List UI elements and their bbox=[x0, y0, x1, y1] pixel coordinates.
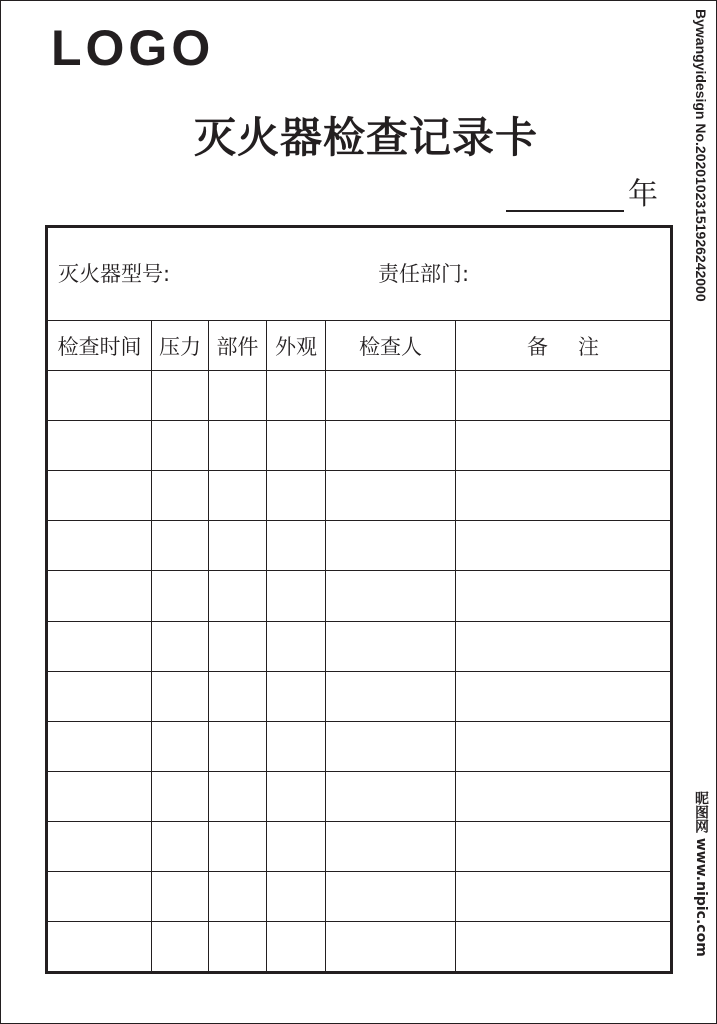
table-cell-inspector[interactable] bbox=[326, 721, 456, 771]
table-cell-inspector[interactable] bbox=[326, 471, 456, 521]
table-cell-appearance[interactable] bbox=[267, 621, 326, 671]
table-cell-pressure[interactable] bbox=[152, 571, 209, 621]
table-cell-remarks[interactable] bbox=[456, 821, 672, 871]
table-cell-components[interactable] bbox=[209, 821, 267, 871]
table-row bbox=[47, 771, 672, 821]
column-header-remarks: 备注 bbox=[456, 321, 672, 371]
table-row bbox=[47, 371, 672, 421]
table-cell-remarks[interactable] bbox=[456, 871, 672, 921]
table-cell-components[interactable] bbox=[209, 721, 267, 771]
info-cell bbox=[47, 227, 672, 321]
table-cell-components[interactable] bbox=[209, 871, 267, 921]
table-cell-remarks[interactable] bbox=[456, 771, 672, 821]
extinguisher-model-label: 灭火器型号: bbox=[58, 262, 171, 287]
table-cell-appearance[interactable] bbox=[267, 871, 326, 921]
table-cell-pressure[interactable] bbox=[152, 471, 209, 521]
table-row bbox=[47, 821, 672, 871]
table-cell-components[interactable] bbox=[209, 371, 267, 421]
table-cell-inspector[interactable] bbox=[326, 521, 456, 571]
table-cell-components[interactable] bbox=[209, 571, 267, 621]
table-cell-pressure[interactable] bbox=[152, 621, 209, 671]
table-row bbox=[47, 421, 672, 471]
table-cell-inspector[interactable] bbox=[326, 771, 456, 821]
table-cell-components[interactable] bbox=[209, 771, 267, 821]
table-cell-appearance[interactable] bbox=[267, 771, 326, 821]
table-cell-remarks[interactable] bbox=[456, 421, 672, 471]
year-blank-line bbox=[506, 210, 624, 212]
table-row bbox=[47, 471, 672, 521]
table-cell-inspector[interactable] bbox=[326, 421, 456, 471]
table-cell-inspector[interactable] bbox=[326, 671, 456, 721]
table-cell-inspector[interactable] bbox=[326, 371, 456, 421]
table-cell-components[interactable] bbox=[209, 521, 267, 571]
table-row bbox=[47, 671, 672, 721]
table-cell-components[interactable] bbox=[209, 471, 267, 521]
table-cell-inspector[interactable] bbox=[326, 621, 456, 671]
table-cell-remarks[interactable] bbox=[456, 621, 672, 671]
table-cell-pressure[interactable] bbox=[152, 771, 209, 821]
table-cell-appearance[interactable] bbox=[267, 921, 326, 972]
side-watermark-id: Bywangyidesign No.20201023151926242000 bbox=[693, 9, 709, 302]
table-cell-appearance[interactable] bbox=[267, 421, 326, 471]
table-cell-pressure[interactable] bbox=[152, 821, 209, 871]
table-cell-pressure[interactable] bbox=[152, 721, 209, 771]
page-title: 灭火器检查记录卡 bbox=[193, 113, 538, 162]
table-cell-inspection-time[interactable] bbox=[47, 421, 152, 471]
table-cell-inspection-time[interactable] bbox=[47, 571, 152, 621]
table-row bbox=[47, 571, 672, 621]
table-row bbox=[47, 521, 672, 571]
info-row bbox=[47, 227, 672, 321]
table-row bbox=[47, 621, 672, 671]
table-cell-remarks[interactable] bbox=[456, 571, 672, 621]
table-cell-remarks[interactable] bbox=[456, 671, 672, 721]
table-cell-components[interactable] bbox=[209, 671, 267, 721]
table-cell-pressure[interactable] bbox=[152, 371, 209, 421]
table-cell-inspection-time[interactable] bbox=[47, 671, 152, 721]
table-cell-inspector[interactable] bbox=[326, 571, 456, 621]
table-cell-inspection-time[interactable] bbox=[47, 771, 152, 821]
year-label: 年 bbox=[628, 177, 658, 212]
table-cell-appearance[interactable] bbox=[267, 671, 326, 721]
logo: LOGO bbox=[51, 20, 215, 76]
table-cell-inspection-time[interactable] bbox=[47, 921, 152, 972]
table-cell-appearance[interactable] bbox=[267, 821, 326, 871]
table-cell-remarks[interactable] bbox=[456, 721, 672, 771]
table-cell-inspection-time[interactable] bbox=[47, 471, 152, 521]
responsible-department-label: 责任部门: bbox=[378, 262, 470, 287]
table-cell-appearance[interactable] bbox=[267, 721, 326, 771]
table-cell-pressure[interactable] bbox=[152, 871, 209, 921]
column-header-pressure: 压力 bbox=[152, 321, 209, 371]
table-cell-inspection-time[interactable] bbox=[47, 871, 152, 921]
column-header-components: 部件 bbox=[209, 321, 267, 371]
column-header-inspection-time: 检查时间 bbox=[47, 321, 152, 371]
table-cell-remarks[interactable] bbox=[456, 521, 672, 571]
table-cell-inspection-time[interactable] bbox=[47, 621, 152, 671]
table-cell-appearance[interactable] bbox=[267, 371, 326, 421]
table-cell-remarks[interactable] bbox=[456, 921, 672, 972]
column-header-appearance: 外观 bbox=[267, 321, 326, 371]
table-cell-inspection-time[interactable] bbox=[47, 371, 152, 421]
table-row bbox=[47, 921, 672, 972]
table-cell-inspector[interactable] bbox=[326, 871, 456, 921]
table-cell-inspector[interactable] bbox=[326, 921, 456, 972]
table-row bbox=[47, 871, 672, 921]
table-cell-appearance[interactable] bbox=[267, 571, 326, 621]
table-cell-inspection-time[interactable] bbox=[47, 521, 152, 571]
table-cell-inspection-time[interactable] bbox=[47, 821, 152, 871]
table-cell-appearance[interactable] bbox=[267, 471, 326, 521]
table-cell-components[interactable] bbox=[209, 421, 267, 471]
side-watermark-site: 昵图网 www.nipic.com bbox=[693, 791, 709, 957]
table-cell-components[interactable] bbox=[209, 621, 267, 671]
table-cell-pressure[interactable] bbox=[152, 521, 209, 571]
table-cell-pressure[interactable] bbox=[152, 421, 209, 471]
table-cell-inspection-time[interactable] bbox=[47, 721, 152, 771]
table-cell-pressure[interactable] bbox=[152, 921, 209, 972]
table-cell-pressure[interactable] bbox=[152, 671, 209, 721]
table-cell-remarks[interactable] bbox=[456, 471, 672, 521]
table-cell-remarks[interactable] bbox=[456, 371, 672, 421]
table-cell-components[interactable] bbox=[209, 921, 267, 972]
table-row bbox=[47, 721, 672, 771]
column-header-inspector: 检查人 bbox=[326, 321, 456, 371]
inspection-record-table bbox=[45, 225, 673, 974]
column-header-row bbox=[47, 321, 672, 371]
table-cell-appearance[interactable] bbox=[267, 521, 326, 571]
table-cell-inspector[interactable] bbox=[326, 821, 456, 871]
